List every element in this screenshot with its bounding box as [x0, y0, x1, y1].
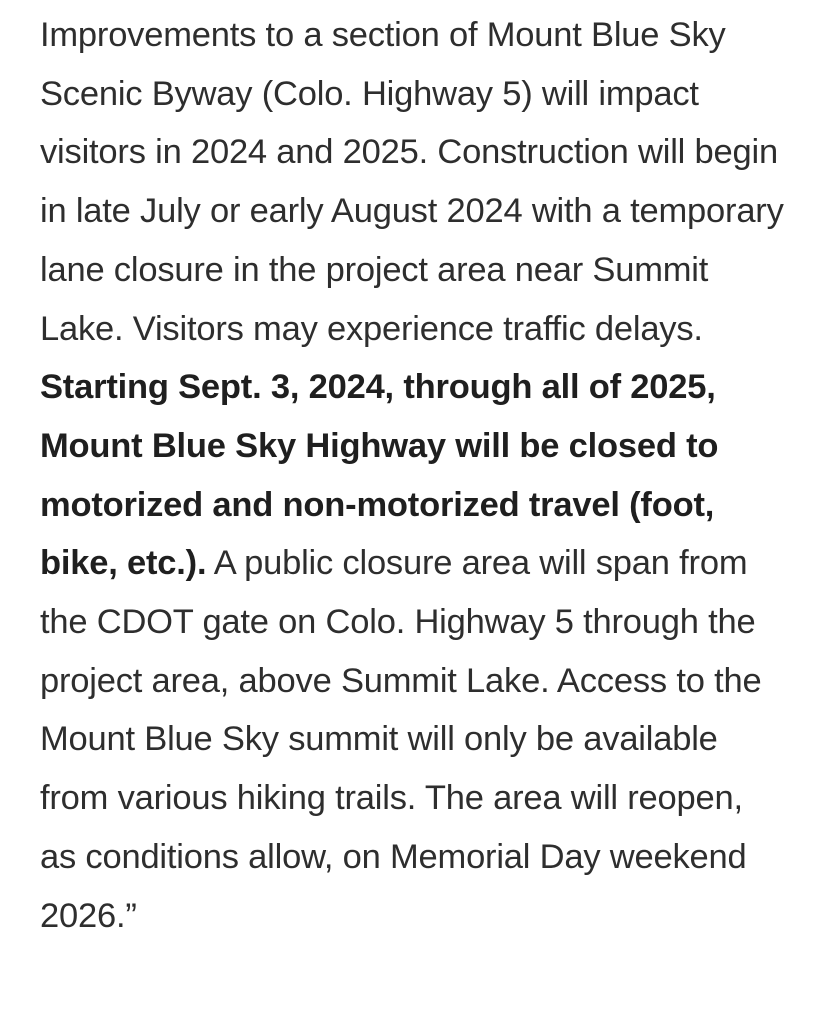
paragraph-intro-text: Improvements to a section of Mount Blue Sky Scenic Byway (Colo. Highway 5) will impact visitors in 2024 and 2025. Construction will begin in late July or early August 2024 with a temporary lane closure in the project area near Summit Lake. Visitors may experience traffic delays.: [40, 16, 784, 348]
paragraph-rest-text: A public closure area will span from the CDOT gate on Colo. Highway 5 through the project area, above Summit Lake. Access to the Mount Blue Sky summit will only be available from various hiking trails. The area will reopen, as conditions allow, on Memorial Day weekend 2026.”: [40, 544, 762, 935]
article-body: [40, 6, 786, 945]
closure-notice-bold-text: Starting Sept. 3, 2024, through all of 2025, Mount Blue Sky Highway will be closed to motorized and non-motorized travel (foot, bike, etc.).: [40, 368, 719, 583]
article-paragraph: [40, 6, 786, 945]
